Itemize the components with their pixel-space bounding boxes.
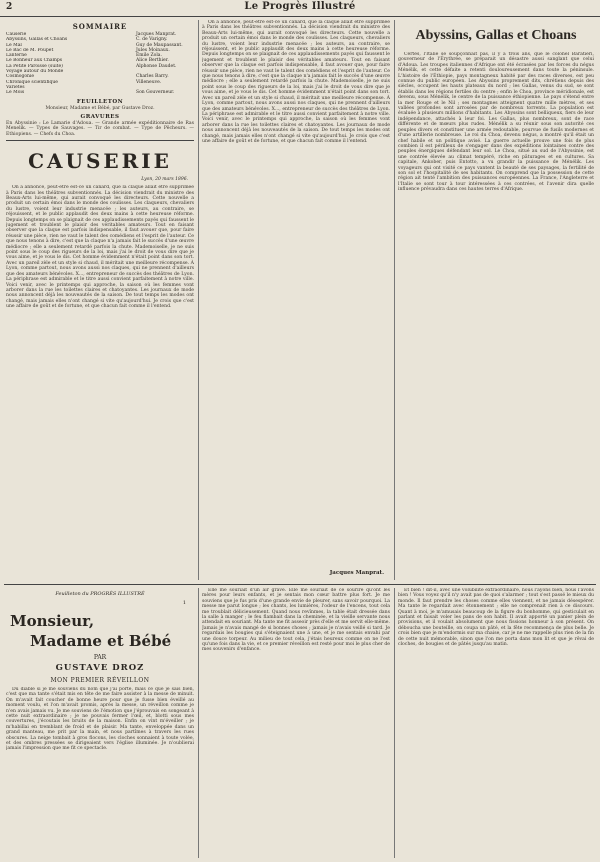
article-title: Abyssins, Gallas et Choans <box>415 28 577 43</box>
feuilleton-text-2: Elle me souriait d'un air grave. Elle me souriait de ce sourire qu'ont les mères pour leurs enfants, et je sentais mon cœur battre plus fort. Je me souviens que je fus pris d'une grande envie de pleurer, sans savoir pourquoi. La messe me parut longue ; les chants, les lumières, l'odeur de l'encens, tout cela me troublait délicieusement. Quand nous revînmes, la table était dressée dans la salle à manger ; le feu flambait dans la cheminée, et la vieille servante nous attendait en souriant. Ma tante me fit asseoir près d'elle et me servit elle-même. Jamais je n'avais mangé de si bonnes choses ; jamais je n'avais veillé si tard. Je regardais les bougies qui s'éteignaient une à une, et je me sentais envahi par une douce torpeur. Au milieu de tout cela, j'étais heureux comme on ne l'est qu'une fois dans la vie, et ce premier réveillon est resté pour moi le plus cher de mes souvenirs d'enfance. <box>202 588 390 653</box>
feuilleton-title-line2: Madame et Bébé <box>30 632 172 650</box>
sommaire-list <box>6 32 194 96</box>
feuilleton-author: GUSTAVE DROZ <box>55 663 145 673</box>
sommaire-item: Causerie Jacques Manprat. <box>6 32 177 37</box>
sommaire-item: Variétés <box>6 84 25 90</box>
feuilleton-line: Monsieur, Madame et Bébé, par Gustave Droz. <box>45 105 155 111</box>
causerie-dateline: Lyon, 20 mars 1896. <box>141 177 188 183</box>
sommaire-item: Cosmogonie Charles Barry. <box>6 74 169 80</box>
column-right <box>398 20 594 580</box>
feuilleton-label: FEUILLETON <box>76 98 124 105</box>
gravures-label: GRAVURES <box>80 113 120 120</box>
article-text: Certes, l'Italie se soupçonnait pas, il y a trois ans, que le colonel Baratieri, gouverneur de l'Érythrée, se préparait un désastre aussi sanglant que celui d'Adoua. Les troupes italiennes d'Afrique ont été écrasées par les forces du négus Ménélik, et cette défaite a retenti douloureusement dans toute la péninsule. L'histoire de l'Éthiopie, pays montagneux habité par des races diverses, est peu connue du public européen. Les Abyssins proprement dits, chrétiens depuis des siècles, occupent les hauts plateaux du nord ; les Gallas, venus du sud, se sont établis dans les régions fertiles du centre ; enfin le Choa, province méridionale, est devenu, sous Ménélik, le centre de la puissance éthiopienne. Le pays s'étend entre la mer Rouge et le Nil ; ses montagnes atteignent quatre mille mètres, et ses vallées profondes sont arrosées par de nombreux torrents. La population est évaluée à plusieurs millions d'habitants. Les Abyssins sont belliqueux, fiers de leur indépendance, attachés à leur foi. Les Gallas, plus nombreux, sont de race différente et de mœurs plus rudes. Ménélik a su réunir sous son autorité ces peuples divers et constituer une armée redoutable, pourvue de fusils modernes et d'une artillerie nombreuse. Le roi du Choa, devenu négus, a montré qu'il était un chef habile et un politique avisé. La guerre actuelle prouve une fois de plus combien il est périlleux de s'engager dans des expéditions lointaines contre des peuples énergiques défendant leur sol. Le Choa, situé au sud de l'Abyssinie, est une contrée élevée au climat tempéré, riche en pâturages et en cultures. Sa capitale, Ankober, puis Entotto, a vu grandir la puissance de Ménélik. Les voyageurs qui ont visité ce pays vantent la beauté de ses paysages, la fertilité de son sol et l'hospitalité de ses habitants. On comprend que la possession de cette région ait tenté l'ambition des puissances européennes. La France, l'Angleterre et l'Italie se sont tour à tour intéressées à ces contrées, et l'avenir dira quelle influence prévaudra dans ces hautes terres d'Afrique. <box>398 52 594 193</box>
sommaire-item: Abyssins, Gallas et Choans C. de Varigny. <box>6 37 168 43</box>
column-rule <box>394 20 395 580</box>
feuilleton-label: Feuilleton du PROGRÈS ILLUSTRÉ <box>55 591 145 597</box>
feuilleton-chapter: MON PREMIER RÉVEILLON <box>50 677 150 684</box>
page-number: 2 <box>6 2 13 12</box>
causerie-text-continued: On a annoncé, peut-être est-ce un canard, que la claque allait être supprimée à Paris dans les théâtres subventionnés. La décision viendrait du ministre des Beaux-Arts lui-même, qui aurait convoqué les directeurs. Cette nouvelle a produit un certain émoi dans le monde des coulisses. Les claqueurs, chevaliers du lustre, voient leur industrie menacée ; les auteurs, au contraire, se réjouissent, et le public applaudit des deux mains à cette heureuse réforme. Depuis longtemps on se plaignait de ces applaudissements payés qui faussent le jugement et troublent le plaisir des véritables amateurs. Tout en faisant observer que la claque est parfois indispensable, il faut avouer que, pour faire réussir une pièce, rien ne vaut le talent des comédiens et l'esprit de l'auteur. Ce que nous tenons à dire, c'est que la claque n'a jamais fait le succès d'une œuvre médiocre ; elle a seulement retardé parfois la chute. Mademoiselle, je ne suis point sous le coup des rigueurs de la loi, mais j'ai le droit de vous dire que je vous aime, et je vous le dis. Cet homme évidemment n'était point dans son tort. Avec un pareil zèle et un style si chaud, il méritait une meilleure récompense. À Lyon, comme partout, nous avons aussi nos claques, qui ne prennent d'ailleurs que des amateurs bénévoles. X..., entrepreneur de succès des théâtres de Lyon. La périphrase est admirable et le titre aussi convient parfaitement à notre ville. Voici venir, avec le printemps qui approche, la saison où les femmes vont arborer dans la rue les toilettes claires et chatoyantes. Les journaux de mode nous annoncent déjà les nouveautés de la saison. De tout temps les modes ont changé, mais jamais elles n'ont changé si vite qu'aujourd'hui. Je crois que c'est une affaire de goût et de fortune, et que chacun fait comme il l'entend. <box>202 20 390 144</box>
feuilleton-text-1: Du diable si je me souviens du nom que j'ai porté, mais ce que je sais bien, c'est que ma tante s'était mis en tête de me faire assister à la messe de minuit. On m'avait fait coucher de bonne heure pour que je fusse bien éveillé au moment voulu, et l'on m'avait promis, après la messe, un réveillon comme je n'en avais jamais vu. Je me souviens de l'émotion que j'éprouvais en songeant à cette nuit extraordinaire ; je ne pouvais fermer l'œil, et, blotti sous mes couvertures, j'écoutais les bruits de la maison. Enfin on vint m'éveiller ; je m'habillai en tremblant de froid et de plaisir. Ma tante, enveloppée dans un grand manteau, me prit par la main, et nous partîmes à travers les rues obscures. La neige tombait à gros flocons, les cloches sonnaient à toute volée, et des ombres pressées se dirigeaient vers l'église illuminée. Je n'oublierai jamais l'impression que me fit ce spectacle. <box>6 687 194 752</box>
column-rule <box>394 588 395 858</box>
sommaire-item: Voyage autour du Monde <box>6 69 64 75</box>
feuilleton-text-3: Et bien ! dit-il, avec une volubilité extraordinaire, nous l'ayons bien, nous l'avons bien ! Vous voyez qu'il n'y avait pas de quoi s'alarmer ; tout s'est passé le mieux du monde. Il faut prendre les choses comme elles viennent, et ne jamais désespérer. Ma tante le regardait avec étonnement ; elle ne comprenait rien à ce discours. Quant à moi, je m'amusais beaucoup de la figure du bonhomme, qui gesticulait en parlant et faisait voler les pans de son habit. Il avait apporté un panier plein de provisions, et il voulait absolument que nous fissions honneur à son présent. On déboucha une bouteille, on coupa un pâté, et la fête recommença de plus belle. Je crois bien que je m'endormis sur ma chaise, car je ne me rappelle plus rien de la fin de cette nuit mémorable, sinon que l'on me porta dans mon lit et que je rêvai de cloches, de bougies et de pâtés jusqu'au matin. <box>398 588 594 648</box>
column-rule <box>198 588 199 858</box>
feuilleton-column-right <box>398 588 594 858</box>
sommaire-item: Lanterne Émile Zola. <box>6 53 162 59</box>
column-middle <box>202 20 390 580</box>
column-rule <box>198 20 199 580</box>
page-header <box>0 0 600 17</box>
sommaire-item: La Petite Paroisse (suite) Alphonse Daudet. <box>6 63 177 69</box>
feuilleton-par: PAR <box>93 654 107 661</box>
divider <box>6 140 194 141</box>
gravures-text: En Abyssinie : Le Lamarie d'Adoua. — Grande armée expéditionnaire de Ras Menelik. — Types de Sauvages. — Tir de combat. — Type de Pêcheurs. — Ethiopiens. — Chefs du Choa. <box>6 120 194 137</box>
sommaire-item: Le Bac de M. Poupet Jules Moinaux. <box>6 47 170 53</box>
causerie-title: CAUSERIE <box>28 149 172 174</box>
feuilleton-number: 1 <box>182 600 186 606</box>
causerie-signature: Jacques Manprat. <box>329 570 384 576</box>
sommaire-item: Chronique scientifique Villeneuve. <box>6 79 162 85</box>
sommaire-item: Le Mal Guy de Maupassant. <box>6 42 183 48</box>
sommaire-title: SOMMAIRE <box>72 22 128 31</box>
sommaire-item: Le Mois Son Gouverneur. <box>6 90 175 96</box>
column-left <box>6 20 194 580</box>
feuilleton-divider <box>4 584 596 585</box>
feuilleton-column-left <box>6 588 194 858</box>
feuilleton-title-line1: Monsieur, <box>10 612 95 630</box>
journal-title: Le Progrès Illustré <box>244 1 356 12</box>
feuilleton-column-middle <box>202 588 390 858</box>
causerie-text: On a annoncé, peut-être est-ce un canard, que la claque allait être supprimée à Paris dans les théâtres subventionnés. La décision viendrait du ministre des Beaux-Arts lui-même, qui aurait convoqué les directeurs. Cette nouvelle a produit un certain émoi dans le monde des coulisses. Les claqueurs, chevaliers du lustre, voient leur industrie menacée ; les auteurs, au contraire, se réjouissent, et le public applaudit des deux mains à cette heureuse réforme. Depuis longtemps on se plaignait de ces applaudissements payés qui faussent le jugement et troublent le plaisir des véritables amateurs. Tout en faisant observer que la claque est parfois indispensable, il faut avouer que, pour faire réussir une pièce, rien ne vaut le talent des comédiens et l'esprit de l'auteur. Ce que nous tenons à dire, c'est que la claque n'a jamais fait le succès d'une œuvre médiocre ; elle a seulement retardé parfois la chute. Mademoiselle, je ne suis point sous le coup des rigueurs de la loi, mais j'ai le droit de vous dire que je vous aime, et je vous le dis. Cet homme évidemment n'était point dans son tort. Avec un pareil zèle et un style si chaud, il méritait une meilleure récompense. À Lyon, comme partout, nous avons aussi nos claques, qui ne prennent d'ailleurs que des amateurs bénévoles. X..., entrepreneur de succès des théâtres de Lyon. La périphrase est admirable et le titre aussi convient parfaitement à notre ville. Voici venir, avec le printemps qui approche, la saison où les femmes vont arborer dans la rue les toilettes claires et chatoyantes. Les journaux de mode nous annoncent déjà les nouveautés de la saison. De tout temps les modes ont changé, mais jamais elles n'ont changé si vite qu'aujourd'hui. Je crois que c'est une affaire de goût et de fortune, et que chacun fait comme il l'entend. <box>6 185 194 310</box>
sommaire-item: Le Bonheur aux Champs Alice Berthier. <box>6 58 169 64</box>
